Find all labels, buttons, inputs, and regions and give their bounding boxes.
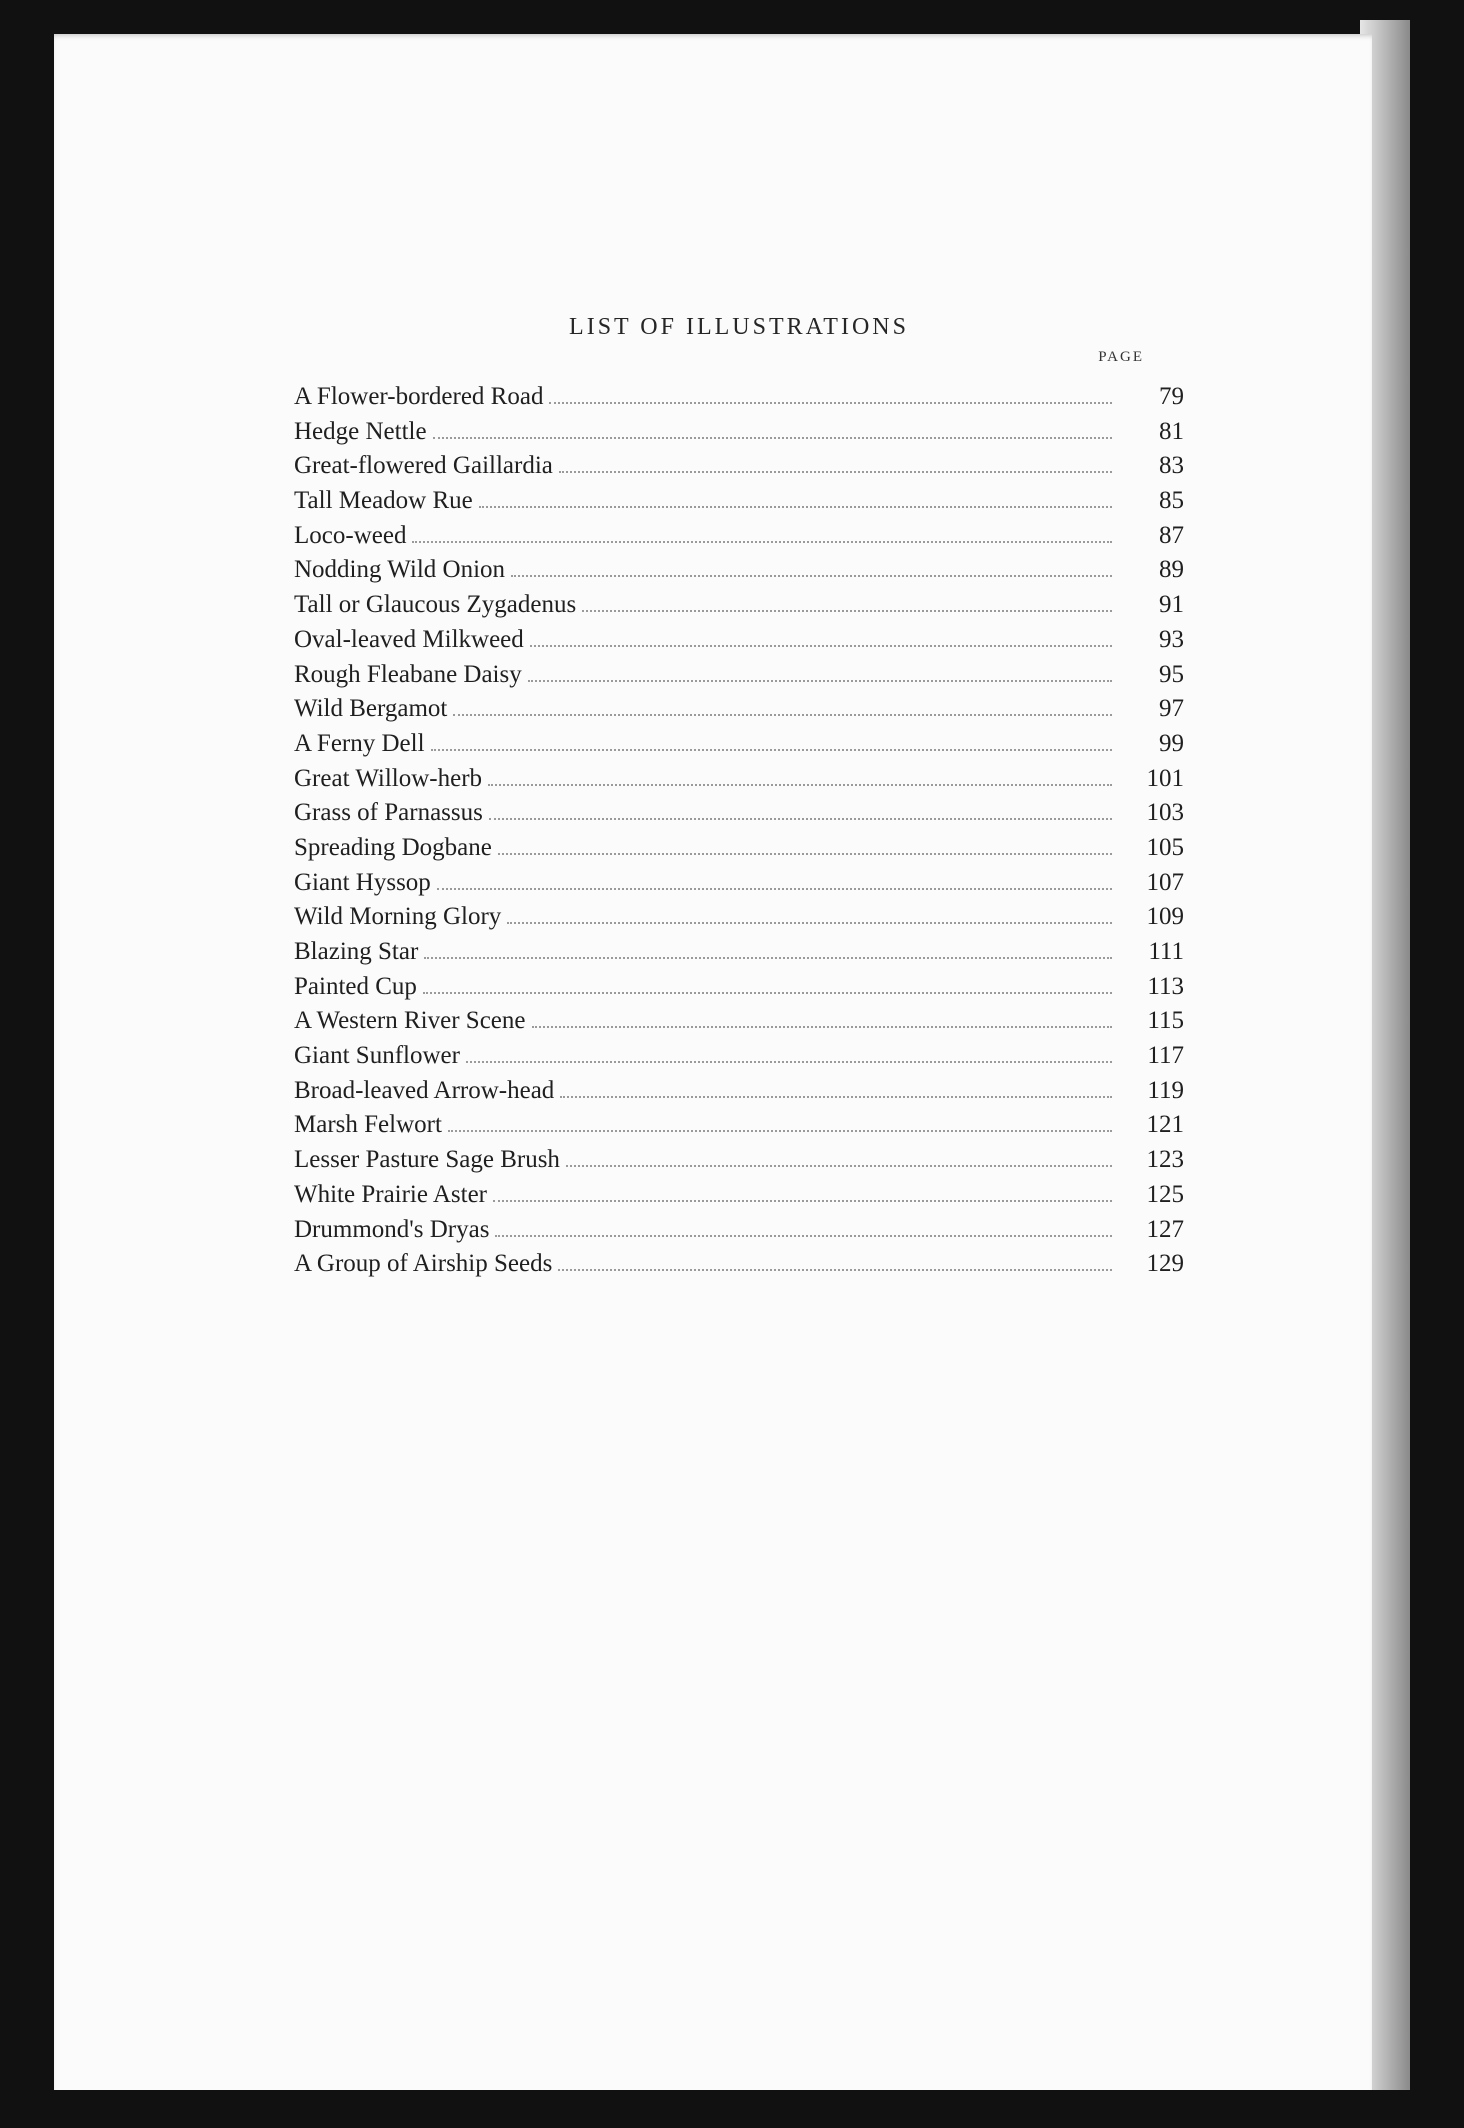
page-number: 97 [1159,695,1184,723]
illustration-title: Broad-leaved Arrow-head [294,1076,555,1104]
list-item [294,970,1184,1005]
illustration-title: Oval-leaved Milkweed [294,625,524,653]
dot-leader [424,956,1112,959]
page-number: 123 [1146,1146,1184,1174]
dot-leader [453,713,1112,716]
page-number: 121 [1146,1111,1184,1139]
list-item [294,623,1184,658]
dot-leader [466,1060,1112,1063]
list-item [294,1247,1184,1282]
dot-leader [530,644,1112,647]
page-number: 85 [1159,487,1184,515]
dot-leader [560,1095,1112,1098]
list-item [294,727,1184,762]
list-item [294,380,1184,415]
page-number: 117 [1147,1042,1184,1070]
page-number: 95 [1159,660,1184,688]
illustration-title: A Group of Airship Seeds [294,1250,553,1278]
dot-leader [488,783,1112,786]
page-number: 93 [1159,625,1184,653]
illustration-title: Painted Cup [294,972,417,1000]
page-number: 127 [1146,1215,1184,1243]
page-number: 79 [1159,383,1184,410]
dot-leader [498,852,1112,855]
page-number: 119 [1147,1076,1184,1104]
list-item [294,553,1184,588]
illustration-title: Drummond's Dryas [294,1215,490,1243]
illustration-title: Marsh Felwort [294,1111,442,1139]
page-number: 91 [1159,591,1184,619]
dot-leader [532,1025,1113,1028]
page-number: 125 [1146,1180,1184,1208]
list-item [294,692,1184,727]
page-number: 111 [1148,938,1184,965]
dot-leader [479,505,1112,508]
illustration-title: A Ferny Dell [294,729,425,757]
page-number: 109 [1146,903,1184,931]
page-number: 103 [1146,799,1184,827]
page-title: LIST OF ILLUSTRATIONS [569,314,909,340]
illustration-list [294,380,1184,1282]
list-item [294,866,1184,901]
page-number: 105 [1146,833,1184,861]
list-item [294,484,1184,519]
dot-leader [511,574,1112,577]
list-item [294,900,1184,935]
illustration-title: Loco-weed [294,521,407,549]
page-number: 87 [1159,521,1184,549]
dot-leader [423,991,1112,994]
dot-leader [431,748,1112,751]
illustration-title: Hedge Nettle [294,417,427,445]
list-item [294,831,1184,866]
page-number: 129 [1146,1250,1184,1278]
list-item [294,796,1184,831]
page-number: 115 [1147,1007,1184,1035]
dot-leader [558,1268,1112,1271]
list-item [294,1213,1184,1248]
list-item [294,1039,1184,1074]
dot-leader [437,887,1112,890]
list-item [294,1108,1184,1143]
page-number: 83 [1159,452,1184,480]
illustration-title: Giant Sunflower [294,1042,460,1070]
dot-leader [507,921,1112,924]
dot-leader [433,436,1112,439]
dot-leader [412,540,1112,543]
dot-leader [495,1234,1112,1237]
dot-leader [582,609,1112,612]
list-item [294,449,1184,484]
list-item [294,1074,1184,1109]
illustration-title: Wild Bergamot [294,695,448,723]
illustration-title: Wild Morning Glory [294,903,502,931]
dot-leader [549,401,1112,404]
page-number: 113 [1147,972,1184,1000]
illustration-title: Nodding Wild Onion [294,556,506,584]
illustration-title: Rough Fleabane Daisy [294,660,522,688]
list-item [294,935,1184,970]
list-item [294,1004,1184,1039]
dot-leader [559,470,1112,473]
dot-leader [493,1199,1112,1202]
dot-leader [566,1164,1112,1167]
table-of-illustrations [294,284,1184,1282]
illustration-title: Great-flowered Gaillardia [294,452,553,480]
illustration-title: Tall Meadow Rue [294,487,473,515]
dot-leader [448,1129,1112,1132]
illustration-title: Blazing Star [294,938,419,965]
page-number: 99 [1159,729,1184,757]
dot-leader [489,817,1112,820]
page-number: 81 [1159,417,1184,445]
page-number: 101 [1146,764,1184,792]
illustration-title: A Western River Scene [294,1007,526,1035]
illustration-title: Great Willow-herb [294,764,483,792]
illustration-title: Lesser Pasture Sage Brush [294,1146,560,1174]
illustration-title: A Flower-bordered Road [294,383,544,410]
illustration-title: Grass of Parnassus [294,799,483,827]
page-number: 107 [1146,868,1184,896]
dot-leader [528,679,1112,682]
list-item [294,519,1184,554]
page-column-heading: PAGE [1098,349,1144,365]
illustration-title: White Prairie Aster [294,1180,487,1208]
illustration-title: Spreading Dogbane [294,833,492,861]
illustration-title: Giant Hyssop [294,868,431,896]
page-number: 89 [1159,556,1184,584]
list-item [294,1178,1184,1213]
list-item [294,1143,1184,1178]
list-item [294,415,1184,450]
list-item [294,588,1184,623]
list-item [294,658,1184,693]
illustration-title: Tall or Glaucous Zygadenus [294,591,577,619]
list-item [294,762,1184,797]
